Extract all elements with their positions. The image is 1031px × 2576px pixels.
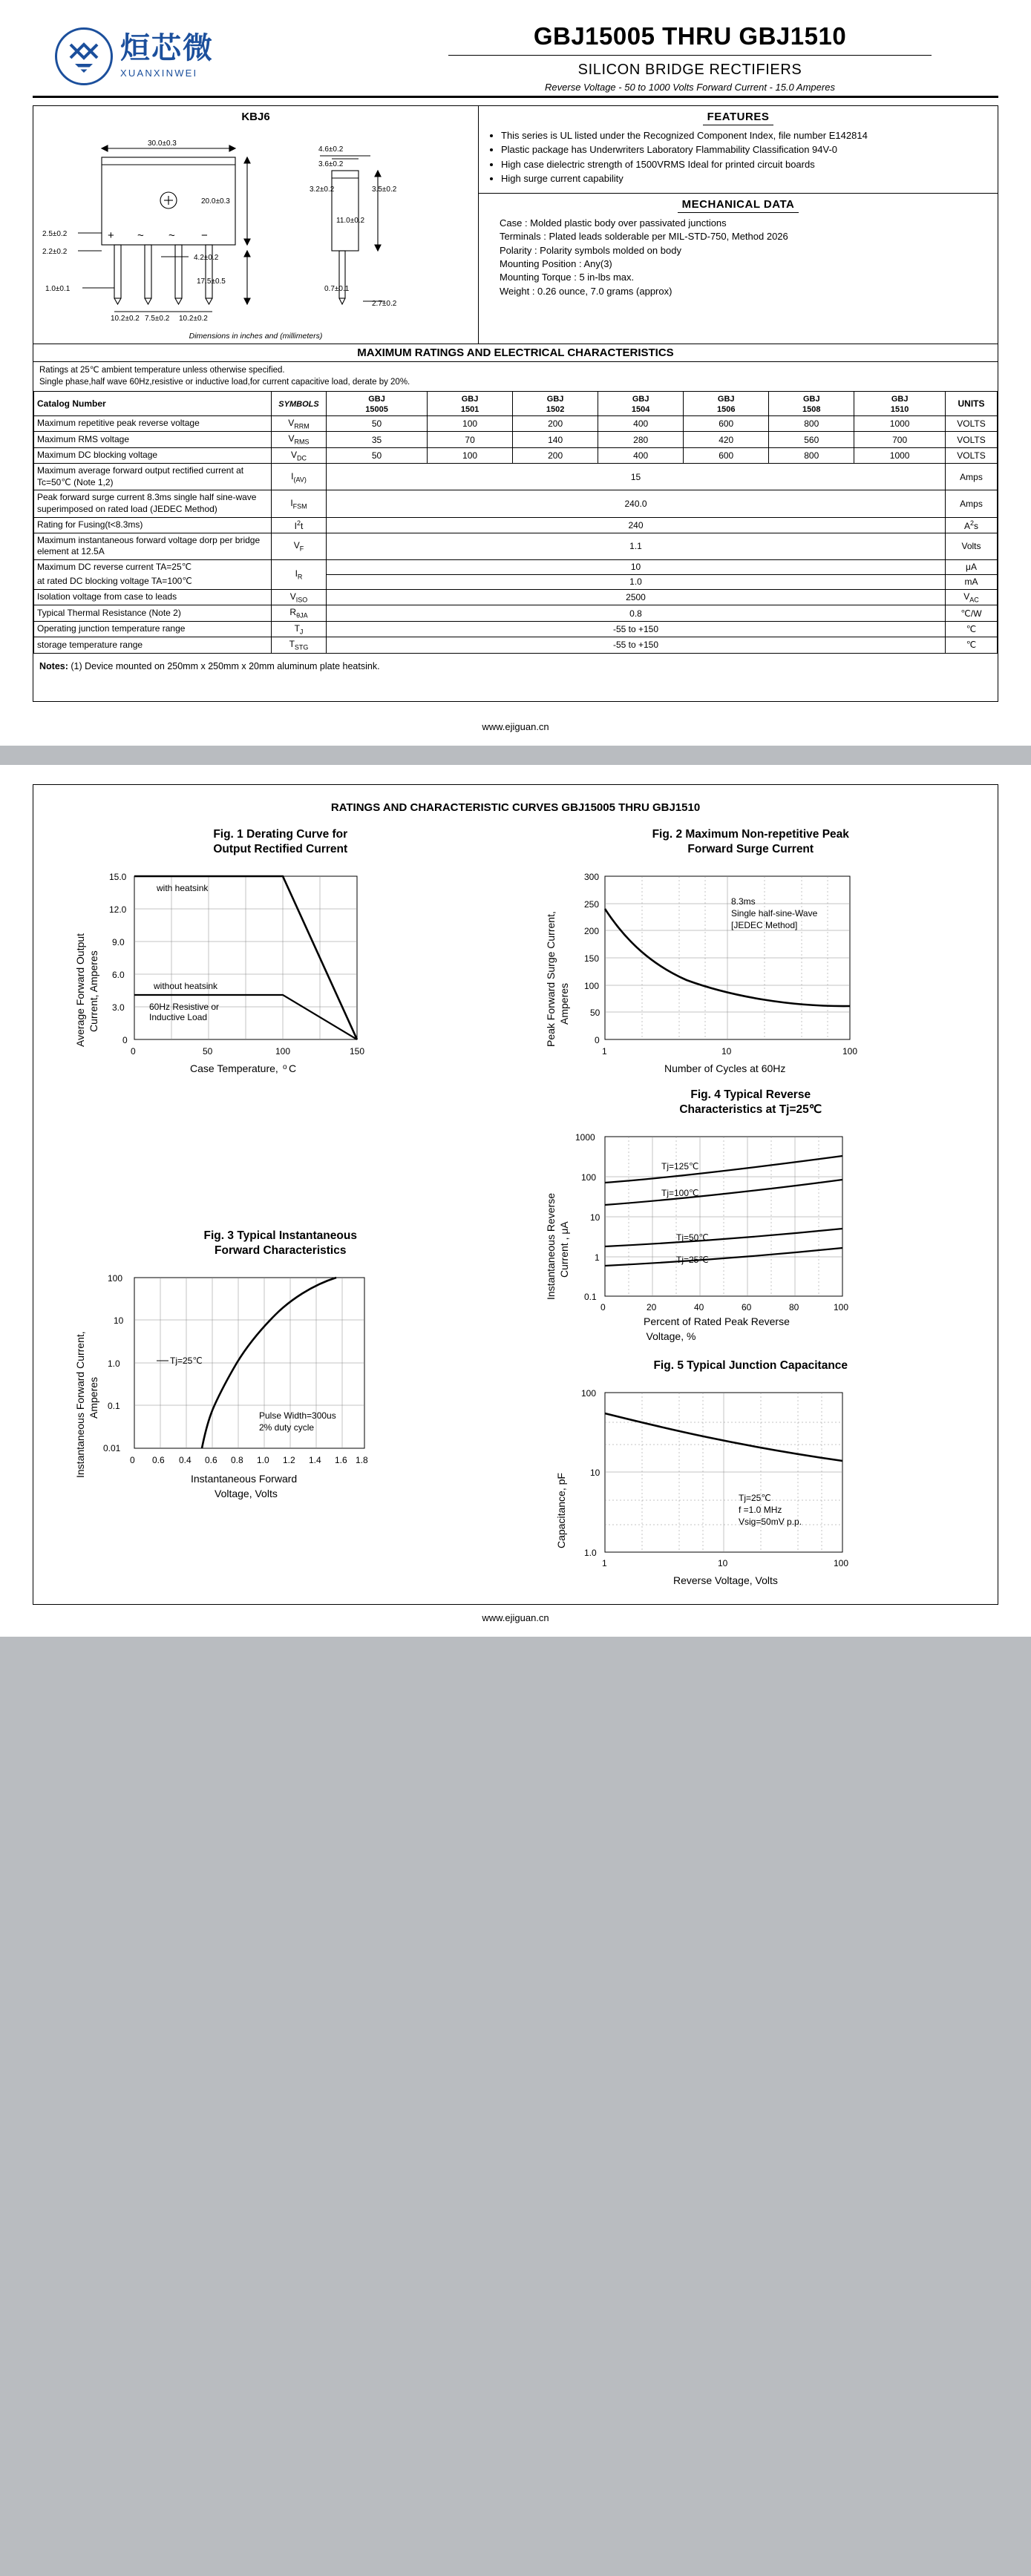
svg-text:1.0: 1.0 [257,1455,269,1466]
row-value: 600 [684,447,769,463]
svg-text:~: ~ [168,229,175,242]
svg-text:1.6: 1.6 [335,1455,347,1466]
table-row [34,574,998,589]
notes-label: Notes: [39,660,68,671]
row-symbol: $T_J$ [272,621,327,637]
table-row [34,559,998,574]
table-row [34,533,998,559]
row-symbol: $I_{FSM}$ [272,490,327,517]
row-value: 50 [327,447,428,463]
svg-text:10.2±0.2: 10.2±0.2 [111,315,140,323]
svg-text:10: 10 [114,1315,124,1327]
ratings-notes [33,362,998,391]
charts-page-title: RATINGS AND CHARACTERISTIC CURVES GBJ15005 THRU GBJ1510 [330,801,701,814]
svg-text:~: ~ [137,229,144,242]
svg-text:with heatsink: with heatsink [157,882,209,893]
svg-text:Amperes: Amperes [557,982,570,1025]
col-symbols: SYMBOLS [272,392,327,416]
fig3-svg [45,1263,505,1508]
row-value: 800 [769,416,854,432]
table-row [34,589,998,605]
row-value-span: 240 [327,517,946,533]
svg-text:50: 50 [589,1007,600,1018]
row-value: 1000 [854,416,946,432]
mechanical-heading-wrap [486,198,990,211]
row-param: Operating junction temperature range [34,621,272,637]
col-part-0: GBJ 15005 [327,392,428,416]
svg-text:Pulse Width=300us: Pulse Width=300us [259,1410,336,1422]
svg-text:Tj=25℃: Tj=25℃ [170,1356,203,1367]
row-param: Maximum average forward output rectified current at Tc=50℃ (Note 1,2) [34,464,272,490]
row-param: storage temperature range [34,637,272,653]
charts-container [33,784,998,1606]
row-symbol: $R_{\theta JA}$ [272,605,327,621]
feature-item: • This series is UL listed under the Recognized Component Index, file number E142814 [501,129,990,142]
svg-text:0.8: 0.8 [231,1455,243,1466]
page-title: GBJ15005 THRU GBJ1510 [533,22,847,50]
fig1-title: Fig. 1 Derating Curve for Output Rectified Current [213,827,348,855]
row-symbol: $V_{DC}$ [272,447,327,463]
svg-text:[JEDEC Method]: [JEDEC Method] [730,919,797,930]
svg-text:12.0: 12.0 [109,904,127,915]
row-value: 400 [598,447,684,463]
svg-text:0: 0 [600,1302,606,1313]
svg-text:7.5±0.2: 7.5±0.2 [145,315,170,323]
row-unit: ℃ [946,621,998,637]
svg-text:80: 80 [788,1302,799,1313]
fig3-title: Fig. 3 Typical Instantaneous Forward Characteristics [203,1229,357,1257]
row-unit: mA [946,574,998,589]
table-row [34,447,998,463]
svg-text:4.6±0.2: 4.6±0.2 [318,145,344,154]
charts-grid [45,827,986,1597]
svg-text:100: 100 [583,980,599,991]
table-row [34,621,998,637]
fig4-title: Fig. 4 Typical Reverse Characteristics at Tj=25℃ [679,1088,822,1116]
table-row [34,416,998,432]
row-value: 200 [513,447,598,463]
svg-text:0.4: 0.4 [179,1455,192,1466]
mechanical-item: Polarity : Polarity symbols molded on body [500,244,681,256]
svg-text:o: o [283,1062,287,1071]
col-catalog: Catalog Number [34,392,272,416]
title-block [382,19,998,93]
svg-text:40: 40 [693,1302,704,1313]
svg-text:0.01: 0.01 [103,1443,121,1454]
row-value-span: -55 to +150 [327,637,946,653]
features-box [479,106,998,193]
company-logo-icon [55,27,113,85]
row-param: Maximum instantaneous forward voltage dorp per bridge element at 12.5A [34,533,272,559]
svg-text:0: 0 [594,1034,600,1045]
row-value: 70 [428,432,513,447]
svg-text:2% duty cycle: 2% duty cycle [259,1422,315,1433]
svg-text:3.2±0.2: 3.2±0.2 [310,185,335,194]
svg-text:Percent of Rated Peak Reverse: Percent of Rated Peak Reverse [643,1315,790,1328]
mechanical-item: Mounting Position : Any(3) [500,257,612,269]
svg-text:1: 1 [601,1045,607,1057]
features-heading-wrap [486,111,990,123]
package-outline-svg [36,126,473,325]
svg-text:Tj=25℃: Tj=25℃ [675,1255,709,1266]
fig5-svg [516,1378,976,1593]
table-row [34,517,998,533]
svg-text:C: C [289,1062,297,1074]
svg-text:2.5±0.2: 2.5±0.2 [42,230,68,238]
svg-text:150: 150 [583,953,599,964]
svg-text:10: 10 [717,1558,727,1569]
chart-fig4-fig5 [516,1088,986,1597]
row-value-span: 2500 [327,589,946,605]
row-value: 700 [854,432,946,447]
svg-text:0: 0 [130,1455,135,1466]
package-name: KBJ6 [241,111,270,123]
col-part-1: GBJ 1501 [428,392,513,416]
svg-text:20: 20 [646,1302,656,1313]
row-value: 400 [598,416,684,432]
svg-text:Vsig=50mV p.p.: Vsig=50mV p.p. [738,1517,802,1528]
svg-text:1.0±0.1: 1.0±0.1 [45,285,71,293]
row-value-span: 1.1 [327,533,946,559]
row-unit: $V_{AC}$ [946,589,998,605]
feature-item: • High case dielectric strength of 1500VRMS Ideal for printed circuit boards [501,158,990,171]
brand-logo [33,19,382,93]
svg-text:1: 1 [601,1558,607,1569]
row-value: 140 [513,432,598,447]
table-row [34,464,998,490]
fig2-svg [516,861,976,1084]
svg-text:Number of Cycles at 60Hz: Number of Cycles at 60Hz [664,1062,785,1074]
row-value-span: 240.0 [327,490,946,517]
svg-text:3.0: 3.0 [112,1002,125,1013]
row-symbol: $V_{ISO}$ [272,589,327,605]
page-footer-1: www.ejiguan.cn [482,720,549,732]
svg-text:0.1: 0.1 [583,1292,597,1303]
svg-text:1: 1 [594,1252,600,1264]
row-value-span: -55 to +150 [327,621,946,637]
notes-text: (1) Device mounted on 250mm x 250mm x 20mm aluminum plate heatsink. [71,660,380,671]
mechanical-item: Case : Molded plastic body over passivated junctions [500,217,727,229]
svg-text:11.0±0.2: 11.0±0.2 [336,217,365,225]
svg-text:Tj=100℃: Tj=100℃ [661,1188,699,1199]
svg-text:Case Temperature,: Case Temperature, [190,1062,278,1074]
svg-text:10: 10 [589,1468,600,1479]
svg-text:Tj=25℃: Tj=25℃ [738,1493,771,1504]
row-unit: VOLTS [946,416,998,432]
fig4-xlabel-2: Voltage, % [646,1330,696,1343]
top-section [33,105,998,344]
row-unit: $A^2s$ [946,517,998,533]
row-param: Isolation voltage from case to leads [34,589,272,605]
table-row [34,605,998,621]
svg-text:1.4: 1.4 [309,1455,321,1466]
row-param: Maximum DC blocking voltage [34,447,272,463]
row-value: 200 [513,416,598,432]
svg-text:60Hz Resistive or: 60Hz Resistive or [149,1001,220,1012]
row-value: 280 [598,432,684,447]
row-unit: Volts [946,533,998,559]
svg-text:50: 50 [203,1045,213,1057]
features-mechanical-column [479,106,998,344]
svg-text:Reverse Voltage, Volts: Reverse Voltage, Volts [672,1574,778,1587]
row-symbol: $I^2t$ [272,517,327,533]
chart-fig3 [45,1117,516,1597]
page-header [33,19,998,98]
svg-text:4.2±0.2: 4.2±0.2 [194,254,219,262]
row-unit: Amps [946,490,998,517]
mechanical-item: Terminals : Plated leads solderable per MIL-STD-750, Method 2026 [500,231,788,243]
fig1-svg [45,861,505,1084]
svg-text:+: + [108,229,114,242]
mechanical-heading: MECHANICAL DATA [678,198,799,213]
features-heading: FEATURES [703,111,774,125]
svg-text:100: 100 [842,1045,857,1057]
svg-text:0: 0 [131,1045,136,1057]
svg-text:100: 100 [580,1388,596,1399]
col-part-6: GBJ 1510 [854,392,946,416]
row-unit: Amps [946,464,998,490]
row-value-span: 15 [327,464,946,490]
mechanical-list [486,217,990,299]
col-part-4: GBJ 1506 [684,392,769,416]
svg-text:Instantaneous Forward Current,: Instantaneous Forward Current, [74,1331,86,1479]
svg-text:10: 10 [721,1045,731,1057]
svg-text:100: 100 [108,1273,123,1284]
row-param: Maximum DC reverse current TA=25℃ [34,559,272,574]
row-value: 100 [428,416,513,432]
svg-text:Instantaneous Reverse: Instantaneous Reverse [544,1193,557,1301]
svg-text:Tj=125℃: Tj=125℃ [661,1161,699,1172]
svg-text:2.2±0.2: 2.2±0.2 [42,248,68,256]
row-param: at rated DC blocking voltage TA=100℃ [34,574,272,589]
features-list [486,129,990,185]
row-param: Maximum repetitive peak reverse voltage [34,416,272,432]
svg-text:15.0: 15.0 [109,871,127,882]
company-name-cn: 烜芯微 [120,32,214,65]
svg-text:10.2±0.2: 10.2±0.2 [179,315,208,323]
row-value-span: 10 [327,559,946,574]
svg-text:2.7±0.2: 2.7±0.2 [372,300,397,308]
svg-text:3.6±0.2: 3.6±0.2 [318,160,344,168]
svg-text:Voltage, Volts: Voltage, Volts [215,1488,278,1500]
svg-text:without heatsink: without heatsink [154,980,218,991]
row-value-span: 1.0 [327,574,946,589]
svg-text:17.5±0.5: 17.5±0.5 [197,277,226,286]
svg-text:6.0: 6.0 [112,969,125,980]
svg-text:100: 100 [833,1558,848,1569]
package-drawing [33,106,479,344]
col-part-5: GBJ 1508 [769,392,854,416]
svg-text:30.0±0.3: 30.0±0.3 [148,139,177,148]
svg-text:Instantaneous Forward: Instantaneous Forward [191,1473,298,1485]
ratings-note-2: Single phase,half wave 60Hz,resistive or inductive load,for current capacitive load, derate by 20%. [39,377,410,387]
drawing-caption: Dimensions in inches and (millimeters) [189,332,323,341]
row-unit: ℃ [946,637,998,653]
row-value-span: 0.8 [327,605,946,621]
table-header-row [34,392,998,416]
row-value: 800 [769,447,854,463]
svg-text:300: 300 [583,871,599,882]
title-divider [448,55,932,56]
feature-item: • Plastic package has Underwriters Laboratory Flammability Classification 94V-0 [501,143,990,156]
svg-text:0.6: 0.6 [205,1455,217,1466]
svg-text:Average Forward Output: Average Forward Output [74,933,86,1047]
table-row [34,432,998,447]
ratings-summary: Reverse Voltage - 50 to 1000 Volts Forward Current - 15.0 Amperes [545,82,835,93]
svg-text:0.1: 0.1 [108,1401,120,1412]
svg-text:200: 200 [583,925,599,936]
svg-text:8.3ms: 8.3ms [730,896,756,907]
table-row [34,637,998,653]
svg-text:f =1.0 MHz: f =1.0 MHz [738,1505,782,1516]
svg-text:0.6: 0.6 [152,1455,165,1466]
row-value: 50 [327,416,428,432]
datasheet-page-2 [0,765,1031,1637]
col-part-2: GBJ 1502 [513,392,598,416]
feature-item: • High surge current capability [501,172,990,185]
svg-text:−: − [201,229,208,242]
row-value: 100 [428,447,513,463]
svg-text:1.0: 1.0 [108,1358,120,1370]
mechanical-item: Weight : 0.26 ounce, 7.0 grams (approx) [500,285,672,297]
svg-text:10: 10 [589,1212,600,1223]
row-param: Maximum RMS voltage [34,432,272,447]
page-footer-2: www.ejiguan.cn [482,1612,549,1624]
company-name-en: XUANXINWEI [120,68,198,79]
ratings-table [33,391,998,653]
col-part-3: GBJ 1504 [598,392,684,416]
row-value: 35 [327,432,428,447]
svg-text:Amperes: Amperes [88,1377,99,1419]
svg-text:100: 100 [833,1302,848,1313]
svg-text:0.7±0.1: 0.7±0.1 [324,285,350,293]
svg-text:100: 100 [275,1045,291,1057]
ratings-note-1: Ratings at 25℃ ambient temperature unless otherwise specified. [39,366,285,375]
row-unit: VOLTS [946,432,998,447]
svg-text:Current, Amperes: Current, Amperes [88,950,99,1032]
svg-text:Capacitance, pF: Capacitance, pF [554,1473,567,1549]
page-subtitle: SILICON BRIDGE RECTIFIERS [577,62,802,78]
ratings-heading: MAXIMUM RATINGS AND ELECTRICAL CHARACTERISTICS [33,344,998,362]
svg-text:1.8: 1.8 [356,1455,368,1466]
row-value: 1000 [854,447,946,463]
row-unit: μA [946,559,998,574]
row-symbol: $I_R$ [272,559,327,589]
svg-text:250: 250 [583,898,599,910]
row-unit: ℃/W [946,605,998,621]
svg-text:Tj=50℃: Tj=50℃ [675,1232,709,1243]
svg-text:20.0±0.3: 20.0±0.3 [201,197,230,206]
row-unit: VOLTS [946,447,998,463]
row-symbol: $I_{(AV)}$ [272,464,327,490]
svg-text:Peak Forward Surge Current,: Peak Forward Surge Current, [544,910,557,1047]
row-param: Peak forward surge current 8.3ms single half sine-wave superimposed on rated load (JEDEC Method) [34,490,272,517]
svg-text:Single half-sine-Wave: Single half-sine-Wave [730,907,817,919]
svg-text:1000: 1000 [575,1132,595,1143]
svg-text:Inductive Load: Inductive Load [149,1011,208,1022]
svg-text:1.0: 1.0 [583,1548,597,1559]
chart-fig1 [45,827,516,1088]
table-notes [33,654,998,701]
ratings-section [33,344,998,702]
row-symbol: $V_F$ [272,533,327,559]
row-symbol: $V_{RMS}$ [272,432,327,447]
mechanical-item: Mounting Torque : 5 in-lbs max. [500,272,635,283]
row-param: Typical Thermal Resistance (Note 2) [34,605,272,621]
svg-text:3.5±0.2: 3.5±0.2 [372,185,397,194]
row-value: 420 [684,432,769,447]
datasheet-page-1 [0,0,1031,746]
fig4-svg [516,1122,976,1337]
table-row [34,490,998,517]
chart-fig2 [516,827,986,1088]
svg-text:0: 0 [122,1034,128,1045]
col-units: UNITS [946,392,998,416]
mechanical-box [479,193,998,306]
svg-text:150: 150 [350,1045,365,1057]
svg-text:1.2: 1.2 [283,1455,295,1466]
svg-text:9.0: 9.0 [112,936,125,947]
svg-text:Current , μA: Current , μA [557,1221,570,1278]
fig5-title: Fig. 5 Typical Junction Capacitance [653,1359,848,1373]
row-symbol: $T_{STG}$ [272,637,327,653]
row-symbol: $V_{RRM}$ [272,416,327,432]
row-value: 600 [684,416,769,432]
row-value: 560 [769,432,854,447]
row-param: Rating for Fusing(t<8.3ms) [34,517,272,533]
fig2-title: Fig. 2 Maximum Non-repetitive Peak Forward Surge Current [652,827,849,855]
svg-text:100: 100 [580,1172,596,1183]
svg-text:60: 60 [741,1302,751,1313]
